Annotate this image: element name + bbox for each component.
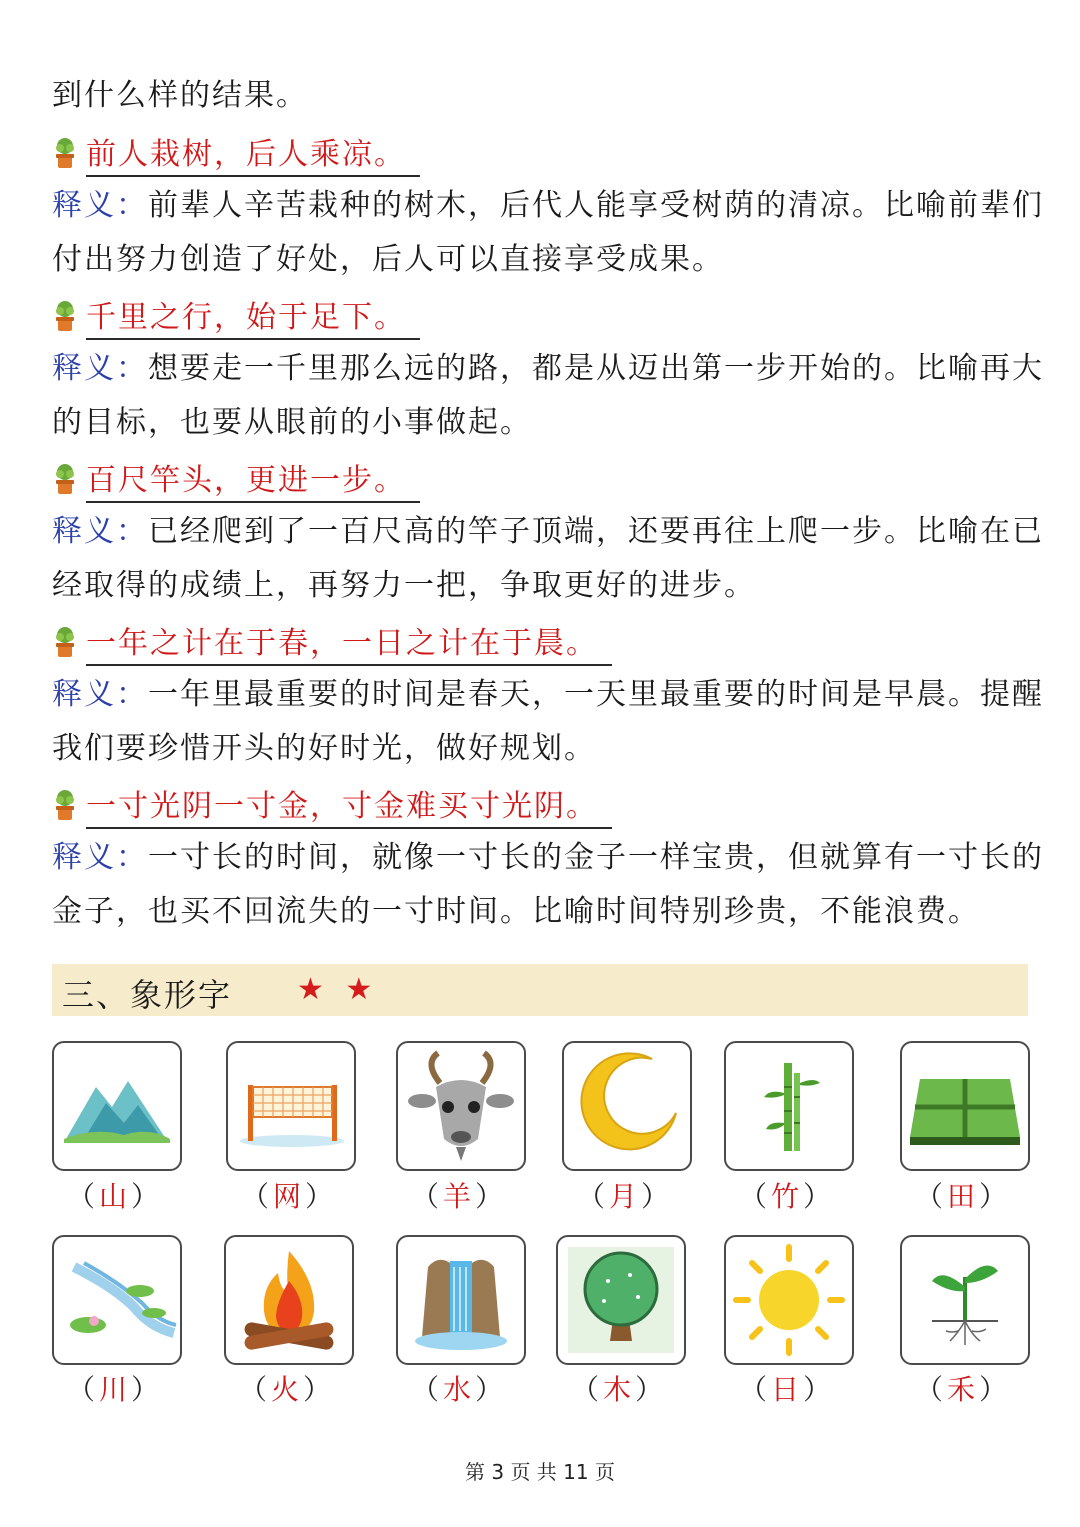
bracket-open: （ <box>410 1373 443 1406</box>
potted-plant-icon <box>52 462 78 496</box>
definition-line <box>52 838 1044 878</box>
answer-blank <box>560 1175 690 1215</box>
waterfall-icon <box>396 1235 526 1365</box>
goat-icon <box>396 1041 526 1171</box>
answer-blank <box>224 1175 354 1215</box>
definition-text: 已经爬到了一百尺高的竿子顶端，还要再往上爬一步。比喻在已 <box>148 514 1044 549</box>
definition-text: 想要走一千里那么远的路，都是从迈出第一步开始的。比喻再大 <box>148 351 1044 386</box>
continuation-text: 到什么样的结果。 <box>52 78 308 113</box>
idiom-heading <box>52 294 420 338</box>
bracket-close: ） <box>803 1180 836 1213</box>
answer-blank <box>50 1368 180 1408</box>
page-number: 第 3 页 共 11 页 <box>465 1460 615 1484</box>
bracket-open: （ <box>576 1180 609 1213</box>
pictograph-character: 火 <box>270 1373 303 1406</box>
answer-blank <box>394 1175 524 1215</box>
bracket-close: ） <box>979 1180 1012 1213</box>
idiom-heading <box>52 620 612 664</box>
definition-line-continued: 的目标，也要从眼前的小事做起。 <box>52 405 532 440</box>
pictograph-character: 山 <box>98 1180 131 1213</box>
idiom-title: 千里之行，始于足下。 <box>86 292 420 340</box>
potted-plant-icon <box>52 788 78 822</box>
definition-label: 释义： <box>52 188 148 223</box>
pictograph-character: 日 <box>770 1373 803 1406</box>
idiom-title: 一年之计在于春，一日之计在于晨。 <box>86 618 612 666</box>
bracket-close: ） <box>131 1180 164 1213</box>
seedling-icon <box>900 1235 1030 1365</box>
bracket-close: ） <box>803 1373 836 1406</box>
bracket-close: ） <box>303 1373 336 1406</box>
answer-blank <box>554 1368 684 1408</box>
section-header <box>52 964 1028 1016</box>
definition-label: 释义： <box>52 514 148 549</box>
definition-line <box>52 512 1044 552</box>
definition-label: 释义： <box>52 840 148 875</box>
bracket-open: （ <box>570 1373 603 1406</box>
bracket-close: ） <box>635 1373 668 1406</box>
answer-blank <box>50 1175 180 1215</box>
net-icon <box>226 1041 356 1171</box>
definition-line-continued: 我们要珍惜开头的好时光，做好规划。 <box>52 731 596 766</box>
bracket-open: （ <box>738 1373 771 1406</box>
answer-blank <box>394 1368 524 1408</box>
definition-text: 一年里最重要的时间是春天，一天里最重要的时间是早晨。提醒 <box>148 677 1044 712</box>
pictograph-character: 田 <box>946 1180 979 1213</box>
bracket-open: （ <box>238 1373 271 1406</box>
field-icon <box>900 1041 1030 1171</box>
definition-line <box>52 186 1044 226</box>
pictograph-character: 羊 <box>442 1180 475 1213</box>
pictograph-character: 水 <box>442 1373 475 1406</box>
definition-line-continued: 金子，也买不回流失的一寸时间。比喻时间特别珍贵，不能浪费。 <box>52 894 980 929</box>
answer-blank <box>722 1175 852 1215</box>
star-rating-icon: ★ ★ <box>297 972 379 1007</box>
pictograph-character: 网 <box>272 1180 305 1213</box>
fire-icon <box>224 1235 354 1365</box>
answer-blank <box>722 1368 852 1408</box>
potted-plant-icon <box>52 136 78 170</box>
answer-blank <box>898 1175 1028 1215</box>
pictograph-character: 川 <box>98 1373 131 1406</box>
bracket-open: （ <box>66 1373 99 1406</box>
definition-line <box>52 675 1044 715</box>
river-icon <box>52 1235 182 1365</box>
idiom-heading <box>52 131 420 175</box>
bracket-close: ） <box>475 1180 508 1213</box>
bracket-open: （ <box>66 1180 99 1213</box>
potted-plant-icon <box>52 299 78 333</box>
definition-line-continued: 付出努力创造了好处，后人可以直接享受成果。 <box>52 242 724 277</box>
definition-label: 释义： <box>52 677 148 712</box>
definition-text: 一寸长的时间，就像一寸长的金子一样宝贵，但就算有一寸长的 <box>148 840 1044 875</box>
tree-icon <box>556 1235 686 1365</box>
idiom-title: 一寸光阴一寸金，寸金难买寸光阴。 <box>86 781 612 829</box>
moon-icon <box>562 1041 692 1171</box>
bracket-close: ） <box>641 1180 674 1213</box>
bracket-close: ） <box>305 1180 338 1213</box>
pictograph-character: 竹 <box>770 1180 803 1213</box>
bracket-close: ） <box>131 1373 164 1406</box>
definition-line-continued: 经取得的成绩上，再努力一把，争取更好的进步。 <box>52 568 756 603</box>
sun-icon <box>724 1235 854 1365</box>
bracket-close: ） <box>475 1373 508 1406</box>
definition-label: 释义： <box>52 351 148 386</box>
bracket-open: （ <box>914 1180 947 1213</box>
idiom-title: 前人栽树，后人乘凉。 <box>86 129 420 177</box>
section-title: 三、象形字 <box>62 976 233 1014</box>
definition-text: 前辈人辛苦栽种的树木，后代人能享受树荫的清凉。比喻前辈们 <box>148 188 1044 223</box>
pictograph-character: 禾 <box>946 1373 979 1406</box>
bracket-close: ） <box>979 1373 1012 1406</box>
bracket-open: （ <box>914 1373 947 1406</box>
pictograph-character: 月 <box>608 1180 641 1213</box>
bamboo-icon <box>724 1041 854 1171</box>
definition-line <box>52 349 1044 389</box>
answer-blank <box>222 1368 352 1408</box>
answer-blank <box>898 1368 1028 1408</box>
idiom-title: 百尺竿头，更进一步。 <box>86 455 420 503</box>
bracket-open: （ <box>240 1180 273 1213</box>
pictograph-character: 木 <box>602 1373 635 1406</box>
idiom-heading <box>52 457 420 501</box>
bracket-open: （ <box>738 1180 771 1213</box>
idiom-heading <box>52 783 612 827</box>
bracket-open: （ <box>410 1180 443 1213</box>
potted-plant-icon <box>52 625 78 659</box>
mountain-icon <box>52 1041 182 1171</box>
